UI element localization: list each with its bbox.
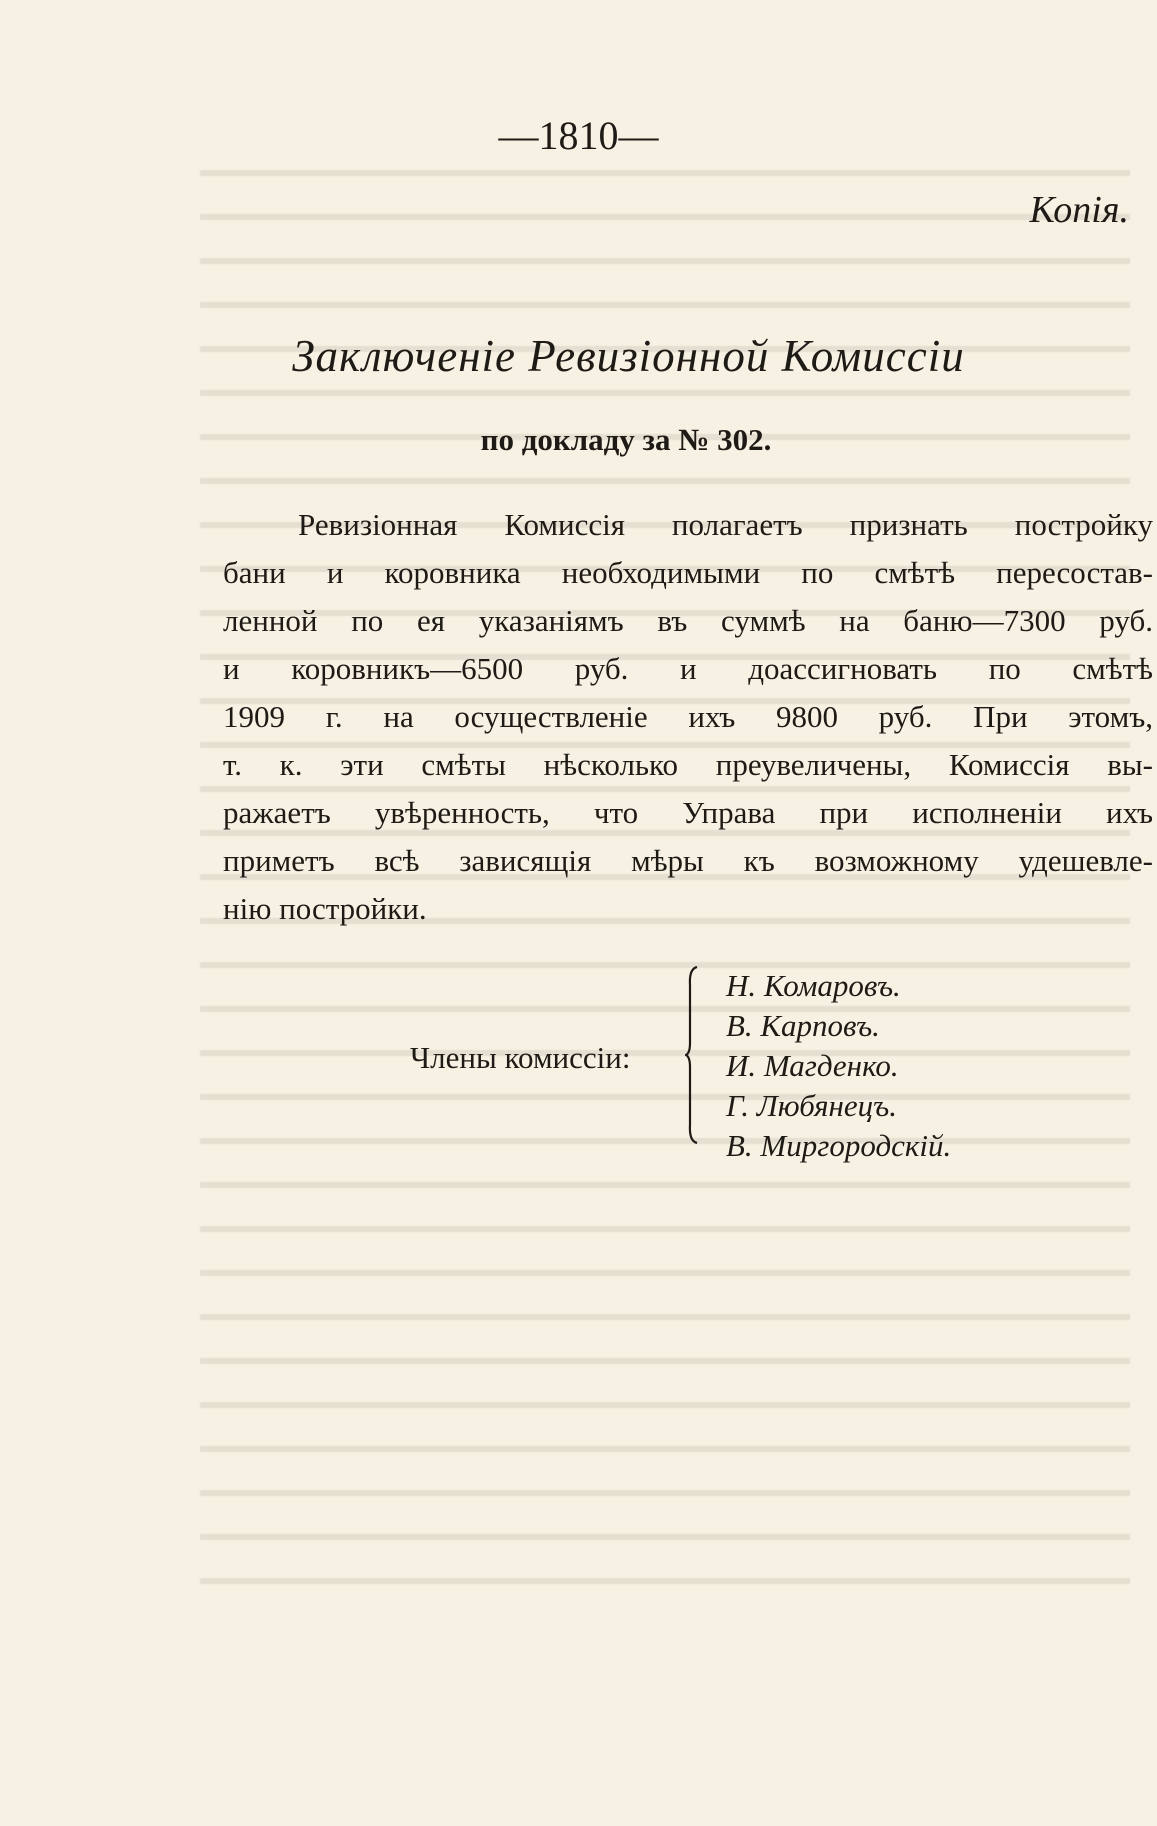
body-line: т. к. эти смѣты нѣсколько преувеличены, Комиссія вы- — [223, 747, 1153, 782]
member-name: В. Миргородскій. — [726, 1128, 952, 1163]
body-line: 1909 г. на осуществленіе ихъ 9800 руб. При этомъ, — [223, 699, 1153, 734]
member-name: Г. Любянецъ. — [726, 1088, 897, 1123]
body-line: и коровникъ—6500 руб. и доассигновать по смѣтѣ — [223, 651, 1153, 686]
member-name: В. Карповъ. — [726, 1008, 880, 1043]
body-line: бани и коровника необходимыми по смѣтѣ пересостав- — [223, 555, 1153, 590]
page-number: —1810— — [498, 113, 659, 158]
curly-brace — [685, 965, 699, 1145]
body-line: приметъ всѣ зависящія мѣры къ возможному удешевле- — [223, 843, 1153, 878]
member-name: Н. Комаровъ. — [726, 968, 901, 1003]
document-heading: Заключеніе Ревизіонной Комиссіи — [292, 331, 965, 381]
member-name: И. Магденко. — [726, 1048, 899, 1083]
document-subheading: по докладу за № 302. — [480, 422, 772, 457]
body-line: ражаетъ увѣренность, что Управа при исполненіи ихъ — [223, 795, 1153, 830]
body-line: ленной по ея указаніямъ въ суммѣ на баню—7300 руб. — [223, 603, 1153, 638]
body-line: Ревизіонная Комиссія полагаетъ признать постройку — [298, 507, 1153, 542]
commission-members-block — [410, 960, 1110, 1163]
copy-label: Копія. — [1029, 189, 1129, 231]
members-label: Члены комиссіи: — [410, 1040, 631, 1075]
body-line: нію постройки. — [223, 891, 427, 926]
